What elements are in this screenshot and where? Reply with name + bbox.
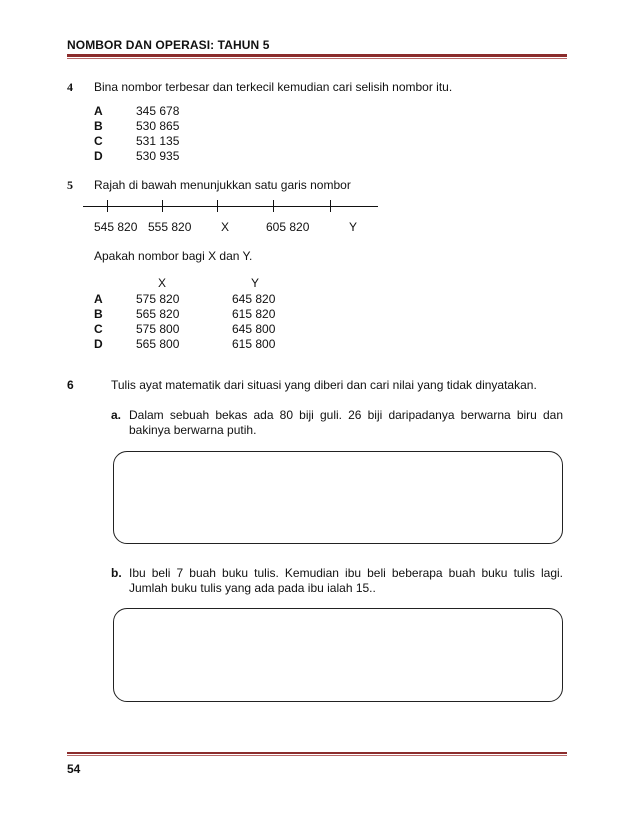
q6a-label: a. bbox=[111, 408, 122, 422]
q5-option-b-letter: B bbox=[94, 307, 103, 321]
q5-col-x-header: X bbox=[158, 276, 167, 290]
q5-option-b-x: 565 820 bbox=[136, 307, 180, 321]
q5-option-d-y: 615 800 bbox=[232, 337, 276, 351]
number-line-tick bbox=[107, 200, 108, 212]
q5-option-a-letter: A bbox=[94, 292, 103, 306]
q5-option-a-x: 575 820 bbox=[136, 292, 180, 306]
number-line-tick bbox=[273, 200, 274, 212]
q5-option-c-letter: C bbox=[94, 322, 103, 336]
q6a-text-line1: Dalam sebuah bekas ada 80 biji guli. 26 biji daripadanya berwarna biru dan bbox=[129, 408, 563, 422]
header-rule bbox=[67, 54, 567, 57]
q4-option-c-letter: C bbox=[94, 134, 103, 148]
number-line-label: 545 820 bbox=[94, 220, 138, 234]
q5-option-a-y: 645 820 bbox=[232, 292, 276, 306]
number-line-label: 555 820 bbox=[148, 220, 192, 234]
q4-option-a-letter: A bbox=[94, 104, 103, 118]
q5-option-c-y: 645 800 bbox=[232, 322, 276, 336]
number-line-label-x: X bbox=[221, 220, 230, 234]
q5-option-d-x: 565 800 bbox=[136, 337, 180, 351]
page-header-title: NOMBOR DAN OPERASI: TAHUN 5 bbox=[67, 38, 270, 52]
q6b-text-line2: Jumlah buku tulis yang ada pada ibu ialah 15.. bbox=[129, 581, 376, 595]
q5-option-d-letter: D bbox=[94, 337, 103, 351]
q6-text: Tulis ayat matematik dari situasi yang diberi dan cari nilai yang tidak dinyatakan. bbox=[111, 378, 537, 392]
q4-option-a-value: 345 678 bbox=[136, 104, 180, 118]
number-line bbox=[83, 206, 378, 207]
q4-option-b-letter: B bbox=[94, 119, 103, 133]
number-line-label: 605 820 bbox=[266, 220, 310, 234]
q4-option-b-value: 530 865 bbox=[136, 119, 180, 133]
q5-option-b-y: 615 820 bbox=[232, 307, 276, 321]
header-rule-thin bbox=[67, 58, 567, 59]
q4-option-c-value: 531 135 bbox=[136, 134, 180, 148]
q4-option-d-letter: D bbox=[94, 149, 103, 163]
q6-number: 6 bbox=[67, 378, 74, 392]
q5-col-y-header: Y bbox=[251, 276, 260, 290]
q4-text: Bina nombor terbesar dan terkecil kemudian cari selisih nombor itu. bbox=[94, 80, 453, 94]
footer-rule-thin bbox=[67, 755, 567, 756]
number-line-tick bbox=[217, 200, 218, 212]
page-number: 54 bbox=[67, 762, 81, 776]
q5-text: Rajah di bawah menunjukkan satu garis nombor bbox=[94, 178, 351, 192]
q5-option-c-x: 575 800 bbox=[136, 322, 180, 336]
number-line-tick bbox=[162, 200, 163, 212]
number-line-label-y: Y bbox=[349, 220, 358, 234]
answer-box-b[interactable] bbox=[113, 608, 563, 702]
q6a-text-line2: bakinya berwarna putih. bbox=[129, 423, 257, 437]
number-line-tick bbox=[330, 200, 331, 212]
q4-option-d-value: 530 935 bbox=[136, 149, 180, 163]
q5-question: Apakah nombor bagi X dan Y. bbox=[94, 249, 253, 263]
q6b-text-line1: Ibu beli 7 buah buku tulis. Kemudian ibu beli beberapa buah buku tulis lagi. bbox=[129, 566, 563, 580]
answer-box-a[interactable] bbox=[113, 451, 563, 544]
q4-number: 4 bbox=[67, 80, 73, 94]
q6b-label: b. bbox=[111, 566, 122, 580]
q5-number: 5 bbox=[67, 178, 73, 192]
footer-rule bbox=[67, 752, 567, 754]
